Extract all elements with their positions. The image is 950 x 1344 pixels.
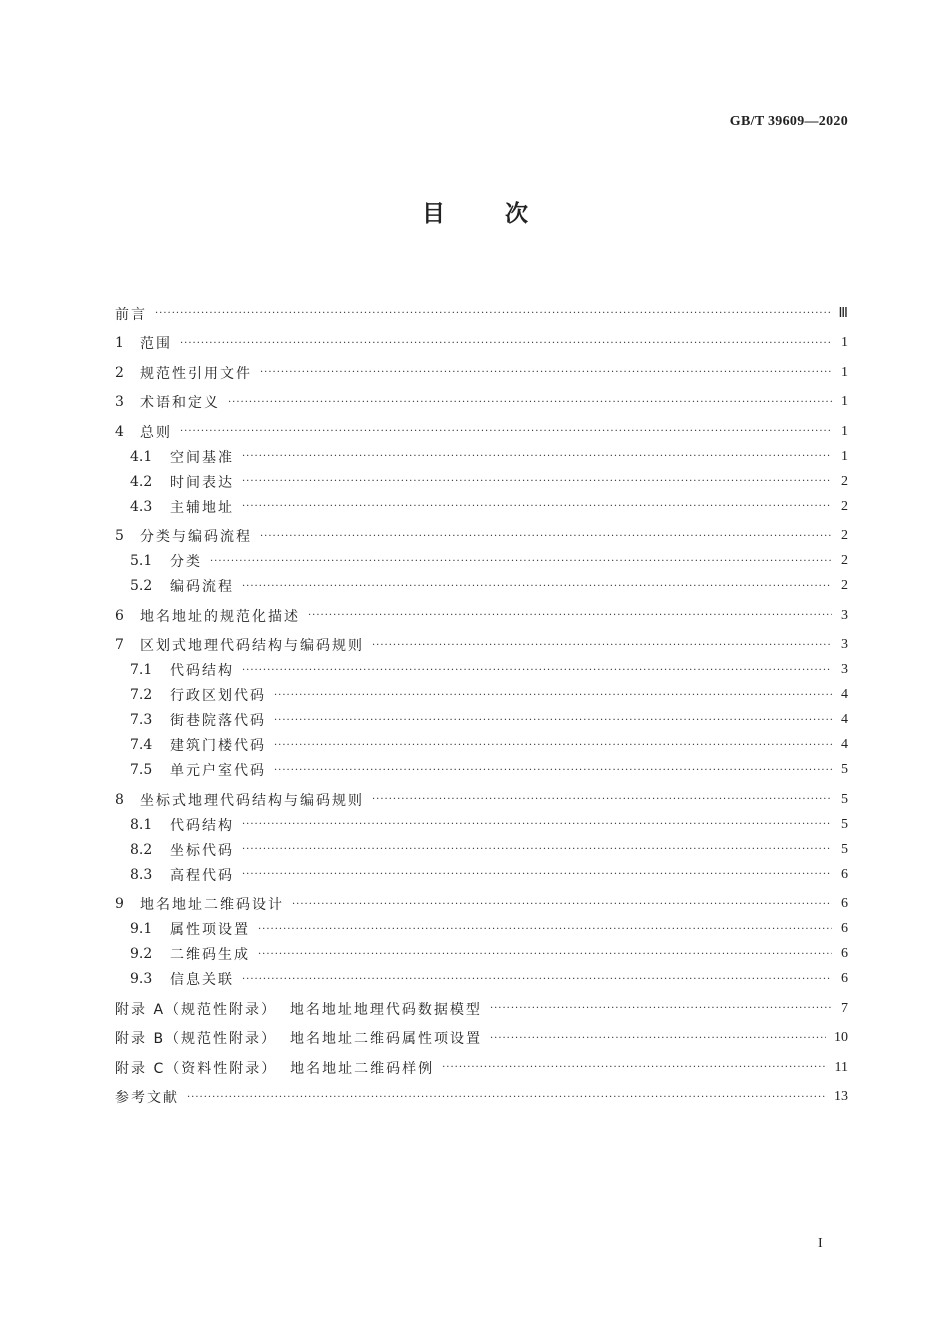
dot-leader: [242, 476, 832, 487]
dot-leader: [242, 869, 832, 880]
toc-entry-label: 建筑门楼代码: [170, 738, 266, 754]
toc-entry-page: Ⅲ: [838, 306, 848, 321]
toc-entry[interactable]: [115, 469, 848, 494]
toc-entry-page: 5: [841, 791, 848, 807]
toc-entry[interactable]: [115, 549, 848, 574]
toc-entry-label: 信息关联: [170, 972, 234, 988]
toc-entry-label: 分类: [170, 554, 202, 570]
dot-leader: [372, 640, 832, 651]
toc-entry[interactable]: [115, 633, 848, 658]
toc-entry-label: 坐标式地理代码结构与编码规则: [140, 792, 364, 809]
toc-entry-page: 10: [834, 1030, 848, 1045]
toc-entry-page: 5: [841, 762, 848, 777]
toc-entry[interactable]: [115, 444, 848, 469]
toc-entry[interactable]: [115, 917, 848, 942]
toc-entry-page: 1: [841, 335, 848, 350]
toc-entry[interactable]: [115, 1026, 848, 1051]
dot-leader: [274, 765, 832, 776]
toc-entry[interactable]: [115, 603, 848, 628]
toc-entry[interactable]: [115, 658, 848, 683]
toc-entry-label: 单元户室代码: [170, 763, 266, 779]
toc-entry-number: 4.1: [130, 448, 153, 465]
toc-entry-label: 代码结构: [170, 817, 234, 834]
toc-entry-label: 附录 A（规范性附录） 地名地址地理代码数据模型: [115, 1001, 482, 1018]
dot-leader: [242, 501, 832, 512]
toc-entry-number: 7.5: [130, 762, 153, 778]
toc-entry-page: 6: [841, 866, 848, 882]
toc-entry-number: 5.2: [130, 578, 153, 594]
toc-entry-number: 9.3: [130, 971, 153, 987]
toc-entry[interactable]: [115, 996, 848, 1021]
toc-entry-label: 术语和定义: [140, 395, 220, 411]
toc-entry-number: 8.1: [130, 816, 153, 833]
toc-entry-number: 8.3: [130, 866, 153, 883]
toc-entry-page: 7: [841, 1000, 848, 1016]
toc-entry[interactable]: [115, 812, 848, 837]
toc-entry-label: 主辅地址: [170, 499, 234, 516]
toc-entry-number: 7.2: [130, 687, 153, 703]
toc-entry-label: 附录 C（资料性附录） 地名地址二维码样例: [115, 1060, 435, 1077]
toc-entry-label: 参考文献: [115, 1090, 179, 1106]
standard-number: GB/T 39609—2020: [729, 114, 848, 129]
toc-entry-label: 编码流程: [170, 579, 234, 595]
toc-entry-label: 地名地址二维码设计: [140, 897, 284, 913]
dot-leader: [180, 338, 832, 349]
toc-entry[interactable]: [115, 331, 848, 356]
toc-entry-label: 地名地址的规范化描述: [140, 608, 300, 625]
toc-entry-page: 3: [841, 637, 848, 652]
toc-entry-label: 坐标代码: [170, 842, 234, 859]
dot-leader: [274, 715, 832, 726]
toc-entry-page: 1: [841, 423, 848, 439]
toc-entry-number: 4: [115, 423, 124, 440]
toc-entry[interactable]: [115, 942, 848, 967]
toc-entry-label: 行政区划代码: [170, 688, 266, 704]
toc-entry-number: 6: [115, 607, 124, 624]
toc-entry-page: 5: [841, 841, 848, 857]
toc-entry-number: 5: [115, 528, 124, 544]
toc-entry-page: 4: [841, 712, 848, 727]
toc-entry-number: 7.1: [130, 662, 153, 678]
page-title: [0, 195, 950, 228]
dot-leader: [187, 1092, 826, 1103]
toc-entry-number: 7.3: [130, 712, 153, 728]
toc-entry-label: 街巷院落代码: [170, 713, 266, 729]
toc-entry-page: 1: [841, 448, 848, 464]
dot-leader: [490, 1033, 826, 1044]
toc-entry[interactable]: [115, 787, 848, 812]
toc-entry-number: 8.2: [130, 841, 153, 858]
toc-entry-number: 9: [115, 896, 124, 912]
toc-entry[interactable]: [115, 419, 848, 444]
toc-entry-label: 代码结构: [170, 663, 234, 679]
toc-entry-page: 11: [834, 1059, 848, 1075]
toc-entry-label: 分类与编码流程: [140, 529, 252, 545]
toc-entry-page: 5: [841, 816, 848, 832]
toc-entry-page: 6: [841, 896, 848, 911]
toc-entry-label: 空间基准: [170, 449, 234, 466]
dot-leader: [274, 740, 832, 751]
toc-entry-page: 2: [841, 553, 848, 568]
dot-leader: [274, 690, 832, 701]
toc-entry-number: 1: [115, 335, 124, 351]
title-char: 目: [422, 201, 445, 227]
toc-entry[interactable]: [115, 758, 848, 783]
toc-entry-label: 二维码生成: [170, 947, 250, 963]
toc-entry[interactable]: [115, 862, 848, 887]
toc-entry-label: 高程代码: [170, 867, 234, 884]
toc-entry[interactable]: [115, 390, 848, 415]
toc-entry-label: 区划式地理代码结构与编码规则: [140, 638, 364, 654]
dot-leader: [242, 451, 832, 462]
dot-leader: [180, 426, 832, 437]
toc-entry-label: 属性项设置: [170, 922, 250, 938]
toc-entry[interactable]: [115, 708, 848, 733]
toc-entry[interactable]: [115, 733, 848, 758]
dot-leader: [372, 794, 832, 805]
toc-entry-page: 2: [841, 498, 848, 514]
dot-leader: [260, 367, 832, 378]
toc-entry-number: 5.1: [130, 553, 153, 569]
title-char: 次: [505, 201, 528, 227]
toc-entry-label: 总则: [140, 424, 172, 441]
toc-entry[interactable]: [115, 494, 848, 519]
dot-leader: [210, 556, 832, 567]
dot-leader: [442, 1062, 826, 1073]
dot-leader: [242, 844, 832, 855]
dot-leader: [155, 308, 830, 319]
toc-entry-label: 范围: [140, 336, 172, 352]
dot-leader: [242, 974, 832, 985]
toc-entry[interactable]: [115, 301, 848, 326]
toc-entry-page: 3: [841, 607, 848, 623]
toc-entry-page: 2: [841, 528, 848, 543]
toc-entry[interactable]: [115, 892, 848, 917]
toc-entry-page: 3: [841, 662, 848, 677]
toc-entry-page: 2: [841, 473, 848, 489]
toc-entry-number: 2: [115, 364, 124, 381]
toc-entry[interactable]: [115, 360, 848, 385]
toc-entry-page: 4: [841, 737, 848, 752]
toc-entry-label: 规范性引用文件: [140, 365, 252, 382]
dot-leader: [260, 531, 832, 542]
toc-entry-number: 8: [115, 791, 124, 808]
dot-leader: [242, 819, 832, 830]
toc-entry-page: 1: [841, 364, 848, 380]
toc-entry-page: 2: [841, 578, 848, 593]
toc-entry-page: 6: [841, 946, 848, 961]
toc-entry-label: 前言: [115, 306, 147, 323]
toc-entry[interactable]: [115, 1085, 848, 1110]
toc-entry[interactable]: [115, 967, 848, 992]
dot-leader: [242, 665, 832, 676]
toc-entry-number: 4.3: [130, 498, 153, 515]
toc-entry[interactable]: [115, 574, 848, 599]
dot-leader: [242, 581, 832, 592]
toc-entry-number: 9.1: [130, 921, 153, 937]
dot-leader: [258, 924, 832, 935]
toc-entry-number: 4.2: [130, 473, 153, 490]
toc-entry-page: 13: [834, 1089, 848, 1104]
toc-entry[interactable]: [115, 524, 848, 549]
toc-entry-page: 6: [841, 921, 848, 936]
toc-entry-number: 9.2: [130, 946, 153, 962]
toc-entry-label: 附录 B（规范性附录） 地名地址二维码属性项设置: [115, 1031, 482, 1047]
toc-entry[interactable]: [115, 683, 848, 708]
table-of-contents: [115, 301, 848, 1110]
toc-entry[interactable]: [115, 1055, 848, 1080]
toc-entry[interactable]: [115, 837, 848, 862]
dot-leader: [308, 610, 832, 621]
toc-entry-page: 1: [841, 394, 848, 409]
toc-entry-page: 6: [841, 971, 848, 986]
dot-leader: [490, 1003, 832, 1014]
toc-entry-number: 3: [115, 394, 124, 410]
toc-entry-number: 7: [115, 637, 124, 653]
dot-leader: [292, 899, 832, 910]
page-number: I: [818, 1236, 823, 1251]
toc-entry-label: 时间表达: [170, 474, 234, 491]
dot-leader: [228, 397, 832, 408]
dot-leader: [258, 949, 832, 960]
toc-entry-number: 7.4: [130, 737, 153, 753]
toc-entry-page: 4: [841, 687, 848, 702]
